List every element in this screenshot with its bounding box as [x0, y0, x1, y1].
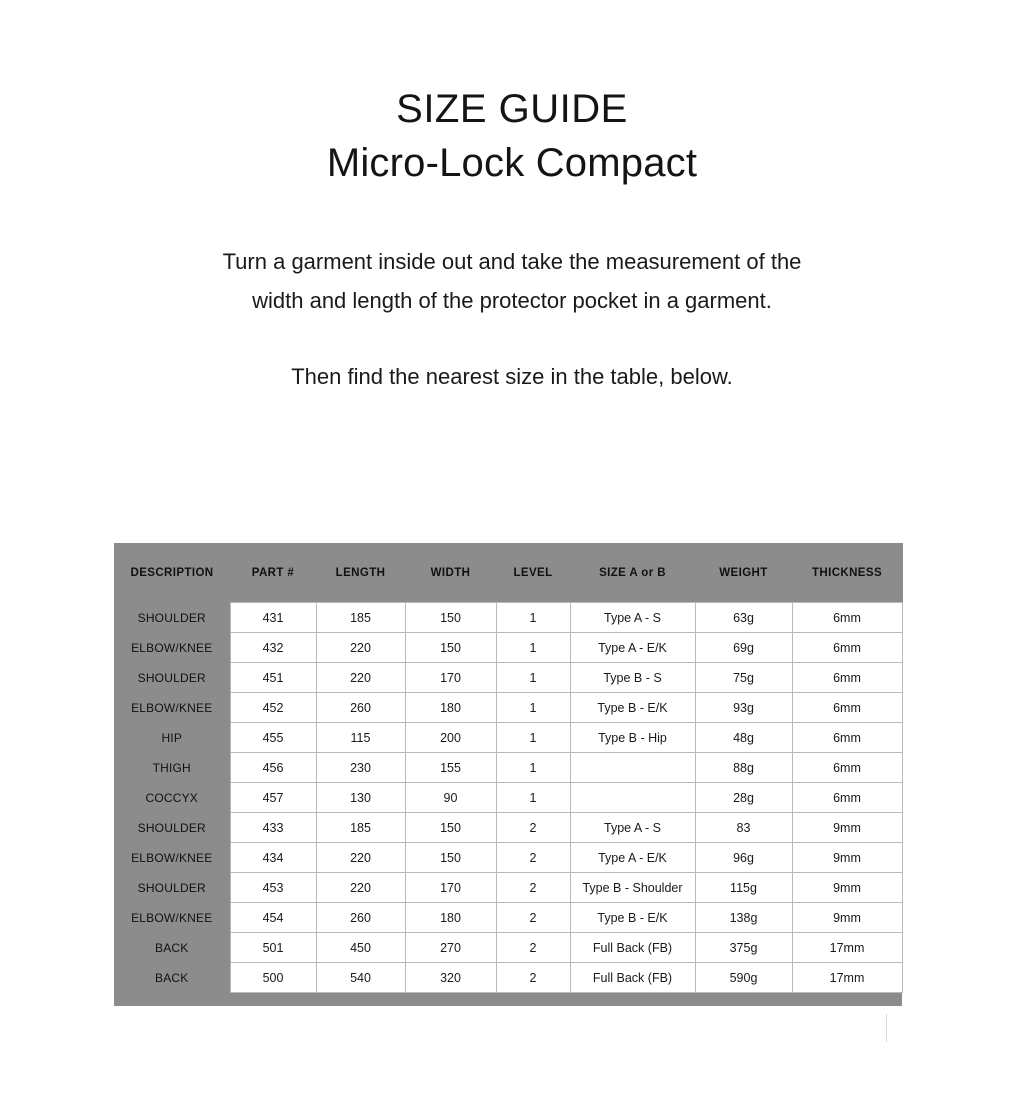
cell-weight: 375g	[695, 933, 792, 963]
cell-level: 1	[496, 603, 570, 633]
cell-part: 432	[230, 633, 316, 663]
cell-level: 2	[496, 903, 570, 933]
table-row	[114, 843, 902, 873]
cell-width: 180	[405, 903, 496, 933]
cell-width: 150	[405, 813, 496, 843]
cell-size: Type A - S	[570, 603, 695, 633]
cell-part: 454	[230, 903, 316, 933]
cell-level: 1	[496, 663, 570, 693]
cell-description: ELBOW/KNEE	[114, 693, 230, 723]
cell-length: 185	[316, 813, 405, 843]
page-crop-mark	[886, 1014, 887, 1042]
column-header-width: WIDTH	[405, 543, 496, 603]
cell-width: 150	[405, 603, 496, 633]
cell-description: THIGH	[114, 753, 230, 783]
table-row	[114, 633, 902, 663]
column-header-part: PART #	[230, 543, 316, 603]
cell-description: ELBOW/KNEE	[114, 843, 230, 873]
table-body	[114, 603, 902, 993]
cell-level: 1	[496, 723, 570, 753]
cell-weight: 75g	[695, 663, 792, 693]
cell-weight: 115g	[695, 873, 792, 903]
cell-weight: 28g	[695, 783, 792, 813]
cell-thickness: 6mm	[792, 603, 902, 633]
table-row	[114, 783, 902, 813]
column-header-level: LEVEL	[496, 543, 570, 603]
cell-size: Type A - S	[570, 813, 695, 843]
cell-description: SHOULDER	[114, 603, 230, 633]
column-header-length: LENGTH	[316, 543, 405, 603]
instruction-line-2: width and length of the protector pocket in a garment.	[252, 288, 772, 314]
cell-weight: 69g	[695, 633, 792, 663]
cell-level: 1	[496, 633, 570, 663]
column-header-description: DESCRIPTION	[114, 543, 230, 603]
cell-size: Full Back (FB)	[570, 963, 695, 993]
table-row	[114, 723, 902, 753]
table-row	[114, 873, 902, 903]
cell-weight: 590g	[695, 963, 792, 993]
cell-part: 453	[230, 873, 316, 903]
table-header	[114, 543, 902, 603]
column-header-weight: WEIGHT	[695, 543, 792, 603]
cell-level: 2	[496, 963, 570, 993]
cell-thickness: 6mm	[792, 753, 902, 783]
cell-level: 2	[496, 933, 570, 963]
cell-level: 1	[496, 693, 570, 723]
cell-level: 2	[496, 873, 570, 903]
cell-thickness: 9mm	[792, 873, 902, 903]
title-line-2: Micro-Lock Compact	[326, 141, 698, 185]
table-row	[114, 663, 902, 693]
cell-size: Type B - E/K	[570, 693, 695, 723]
cell-length: 115	[316, 723, 405, 753]
table-row	[114, 603, 902, 633]
cell-part: 457	[230, 783, 316, 813]
cell-description: COCCYX	[114, 783, 230, 813]
title-line-1: SIZE GUIDE	[396, 87, 628, 131]
cell-thickness: 6mm	[792, 663, 902, 693]
cell-width: 270	[405, 933, 496, 963]
cell-part: 456	[230, 753, 316, 783]
cell-description: BACK	[114, 963, 230, 993]
page-title	[0, 86, 1024, 190]
cell-part: 433	[230, 813, 316, 843]
cell-part: 501	[230, 933, 316, 963]
cell-length: 540	[316, 963, 405, 993]
cell-width: 90	[405, 783, 496, 813]
cell-length: 220	[316, 843, 405, 873]
table-bottom-band	[114, 993, 902, 1006]
cell-level: 1	[496, 753, 570, 783]
table-row	[114, 753, 902, 783]
cell-weight: 48g	[695, 723, 792, 753]
table-row	[114, 903, 902, 933]
cell-size: Type B - Hip	[570, 723, 695, 753]
cell-thickness: 9mm	[792, 843, 902, 873]
cell-weight: 93g	[695, 693, 792, 723]
cell-description: ELBOW/KNEE	[114, 903, 230, 933]
cell-width: 170	[405, 873, 496, 903]
cell-length: 450	[316, 933, 405, 963]
size-table-container	[114, 543, 902, 1006]
cell-weight: 83	[695, 813, 792, 843]
cell-width: 150	[405, 843, 496, 873]
cell-weight: 96g	[695, 843, 792, 873]
size-guide-page	[0, 86, 1024, 1110]
cell-part: 500	[230, 963, 316, 993]
column-header-size: SIZE A or B	[570, 543, 695, 603]
cell-description: SHOULDER	[114, 663, 230, 693]
cell-part: 431	[230, 603, 316, 633]
column-header-thickness: THICKNESS	[792, 543, 902, 603]
cell-description: HIP	[114, 723, 230, 753]
cell-length: 220	[316, 873, 405, 903]
cell-thickness: 9mm	[792, 813, 902, 843]
cell-length: 185	[316, 603, 405, 633]
cell-width: 320	[405, 963, 496, 993]
cell-thickness: 9mm	[792, 903, 902, 933]
cell-part: 455	[230, 723, 316, 753]
cell-size: Full Back (FB)	[570, 933, 695, 963]
cell-part: 452	[230, 693, 316, 723]
cell-thickness: 6mm	[792, 633, 902, 663]
cell-size: Type B - Shoulder	[570, 873, 695, 903]
cell-size	[570, 753, 695, 783]
cell-width: 200	[405, 723, 496, 753]
cell-weight: 138g	[695, 903, 792, 933]
cell-size: Type A - E/K	[570, 843, 695, 873]
cell-length: 220	[316, 633, 405, 663]
instruction-line-3: Then find the nearest size in the table, below.	[291, 364, 733, 390]
cell-part: 434	[230, 843, 316, 873]
cell-length: 130	[316, 783, 405, 813]
cell-weight: 63g	[695, 603, 792, 633]
table-row	[114, 933, 902, 963]
cell-size: Type A - E/K	[570, 633, 695, 663]
cell-length: 230	[316, 753, 405, 783]
cell-length: 260	[316, 693, 405, 723]
table-row	[114, 963, 902, 993]
cell-description: SHOULDER	[114, 873, 230, 903]
cell-length: 260	[316, 903, 405, 933]
cell-size	[570, 783, 695, 813]
cell-size: Type B - E/K	[570, 903, 695, 933]
instruction-line-1: Turn a garment inside out and take the measurement of the	[222, 249, 802, 274]
cell-width: 180	[405, 693, 496, 723]
cell-part: 451	[230, 663, 316, 693]
cell-thickness: 6mm	[792, 783, 902, 813]
size-table	[114, 543, 903, 993]
cell-level: 2	[496, 813, 570, 843]
cell-description: SHOULDER	[114, 813, 230, 843]
table-row	[114, 693, 902, 723]
table-header-row	[114, 543, 902, 603]
cell-thickness: 6mm	[792, 723, 902, 753]
cell-description: BACK	[114, 933, 230, 963]
cell-weight: 88g	[695, 753, 792, 783]
table-row	[114, 813, 902, 843]
cell-level: 2	[496, 843, 570, 873]
cell-thickness: 6mm	[792, 693, 902, 723]
cell-level: 1	[496, 783, 570, 813]
cell-size: Type B - S	[570, 663, 695, 693]
cell-thickness: 17mm	[792, 933, 902, 963]
cell-width: 150	[405, 633, 496, 663]
cell-width: 170	[405, 663, 496, 693]
cell-width: 155	[405, 753, 496, 783]
cell-description: ELBOW/KNEE	[114, 633, 230, 663]
cell-length: 220	[316, 663, 405, 693]
instructions	[0, 242, 1024, 396]
cell-thickness: 17mm	[792, 963, 902, 993]
